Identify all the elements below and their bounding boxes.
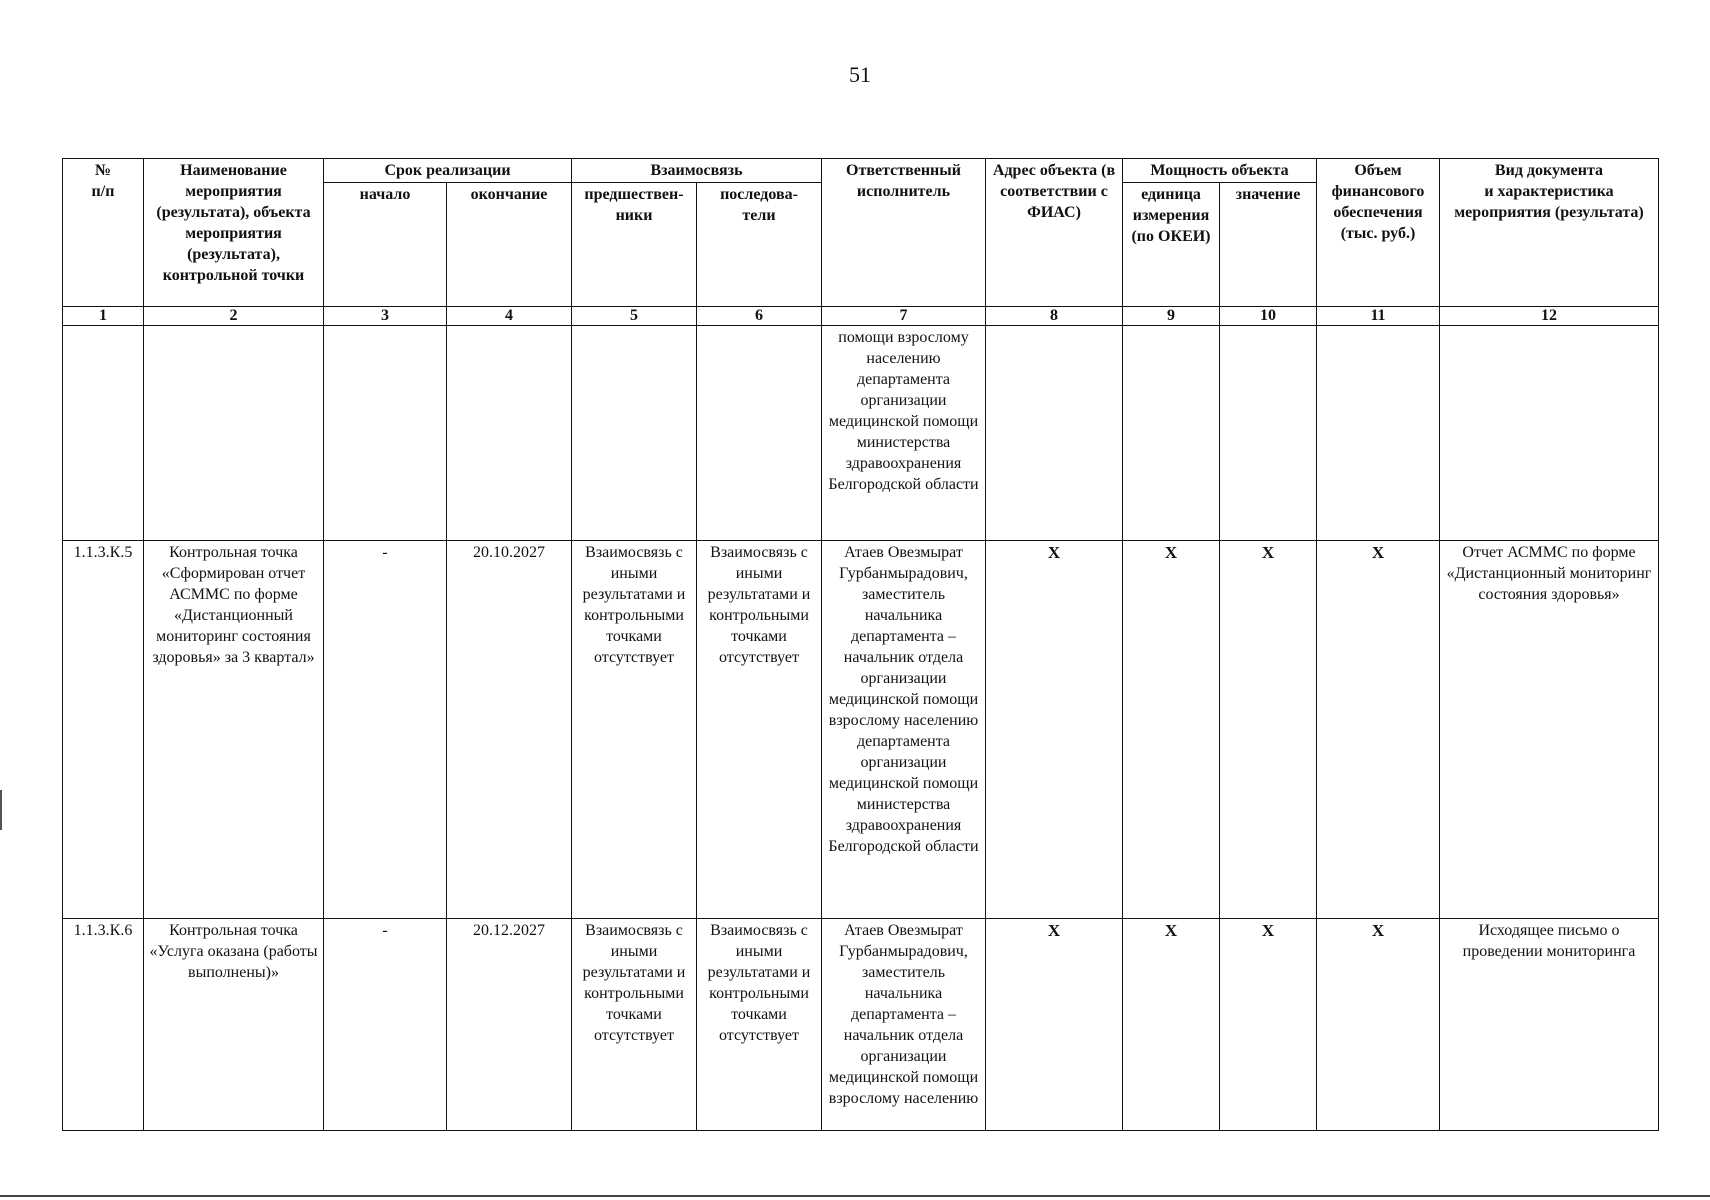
cell-address: X — [986, 919, 1123, 1131]
cell-responsible: Атаев Овезмырат Гурбанмырадович, заместитель начальника департамента – начальник отдела организации медицинской помощи взрослому населению — [822, 919, 986, 1131]
column-number: 1 — [63, 307, 144, 326]
cell-start: - — [324, 541, 447, 919]
header-link-group: Взаимосвязь — [572, 159, 822, 183]
cell-doc: Исходящее письмо о проведении мониторинга — [1440, 919, 1659, 1131]
cell-value: X — [1220, 919, 1317, 1131]
table-row — [63, 919, 1659, 1131]
scan-edge-mark — [0, 790, 2, 830]
scan-bottom-rule — [0, 1195, 1710, 1197]
cell-predecessors: Взаимосвязь с иными результатами и контрольными точками отсутствует — [572, 919, 697, 1131]
cell-value — [1220, 326, 1317, 541]
column-number: 2 — [144, 307, 324, 326]
column-number: 5 — [572, 307, 697, 326]
cell-name: Контрольная точка «Сформирован отчет АСММС по форме «Дистанционный мониторинг состояния здоровья» за 3 квартал» — [144, 541, 324, 919]
header-term-group: Срок реализации — [324, 159, 572, 183]
column-number: 11 — [1317, 307, 1440, 326]
cell-finance: X — [1317, 919, 1440, 1131]
cell-name — [144, 326, 324, 541]
column-number: 8 — [986, 307, 1123, 326]
header-capacity-unit: единица измерения (по ОКЕИ) — [1123, 183, 1220, 307]
cell-name: Контрольная точка «Услуга оказана (работы выполнены)» — [144, 919, 324, 1131]
header-term-start: начало — [324, 183, 447, 307]
page-number: 51 — [849, 62, 871, 87]
cell-predecessors: Взаимосвязь с иными результатами и контрольными точками отсутствует — [572, 541, 697, 919]
header-finance: Объем финансового обеспечения (тыс. руб.) — [1317, 159, 1440, 307]
header-link-pred: предшествен- ники — [572, 183, 697, 307]
cell-responsible: помощи взрослому населению департамента организации медицинской помощи министерства здравоохранения Белгородской области — [822, 326, 986, 541]
cell-unit: X — [1123, 919, 1220, 1131]
header-address: Адрес объекта (в соответствии с ФИАС) — [986, 159, 1123, 307]
cell-address — [986, 326, 1123, 541]
header-name: Наименование мероприятия (результата), объекта мероприятия (результата), контрольной точки — [144, 159, 324, 307]
cell-finance — [1317, 326, 1440, 541]
cell-end: 20.12.2027 — [447, 919, 572, 1131]
table-row — [63, 541, 1659, 919]
column-number: 6 — [697, 307, 822, 326]
cell-address: X — [986, 541, 1123, 919]
cell-unit: X — [1123, 541, 1220, 919]
cell-predecessors — [572, 326, 697, 541]
cell-num: 1.1.3.К.6 — [63, 919, 144, 1131]
header-capacity-value: значение — [1220, 183, 1317, 307]
column-number: 10 — [1220, 307, 1317, 326]
column-number: 12 — [1440, 307, 1659, 326]
column-number: 3 — [324, 307, 447, 326]
table-row — [63, 326, 1659, 541]
cell-successors: Взаимосвязь с иными результатами и контрольными точками отсутствует — [697, 541, 822, 919]
column-number: 4 — [447, 307, 572, 326]
header-num: № п/п — [63, 159, 144, 307]
cell-num — [63, 326, 144, 541]
cell-value: X — [1220, 541, 1317, 919]
cell-finance: X — [1317, 541, 1440, 919]
header-responsible: Ответственный исполнитель — [822, 159, 986, 307]
cell-end — [447, 326, 572, 541]
cell-successors — [697, 326, 822, 541]
activities-table — [62, 158, 1659, 1131]
header-term-end: окончание — [447, 183, 572, 307]
cell-start — [324, 326, 447, 541]
header-doc-type: Вид документа и характеристика мероприятия (результата) — [1440, 159, 1659, 307]
cell-successors: Взаимосвязь с иными результатами и контрольными точками отсутствует — [697, 919, 822, 1131]
cell-responsible: Атаев Овезмырат Гурбанмырадович, заместитель начальника департамента – начальник отдела организации медицинской помощи взрослому населению департамента организации медицинской помощи министерства здравоохранения Белгородской области — [822, 541, 986, 919]
column-number: 9 — [1123, 307, 1220, 326]
cell-doc — [1440, 326, 1659, 541]
header-capacity-group: Мощность объекта — [1123, 159, 1317, 183]
cell-doc: Отчет АСММС по форме «Дистанционный мониторинг состояния здоровья» — [1440, 541, 1659, 919]
cell-num: 1.1.3.К.5 — [63, 541, 144, 919]
column-number: 7 — [822, 307, 986, 326]
cell-start: - — [324, 919, 447, 1131]
cell-end: 20.10.2027 — [447, 541, 572, 919]
cell-unit — [1123, 326, 1220, 541]
column-number-row — [63, 307, 1659, 326]
header-link-succ: последова- тели — [697, 183, 822, 307]
